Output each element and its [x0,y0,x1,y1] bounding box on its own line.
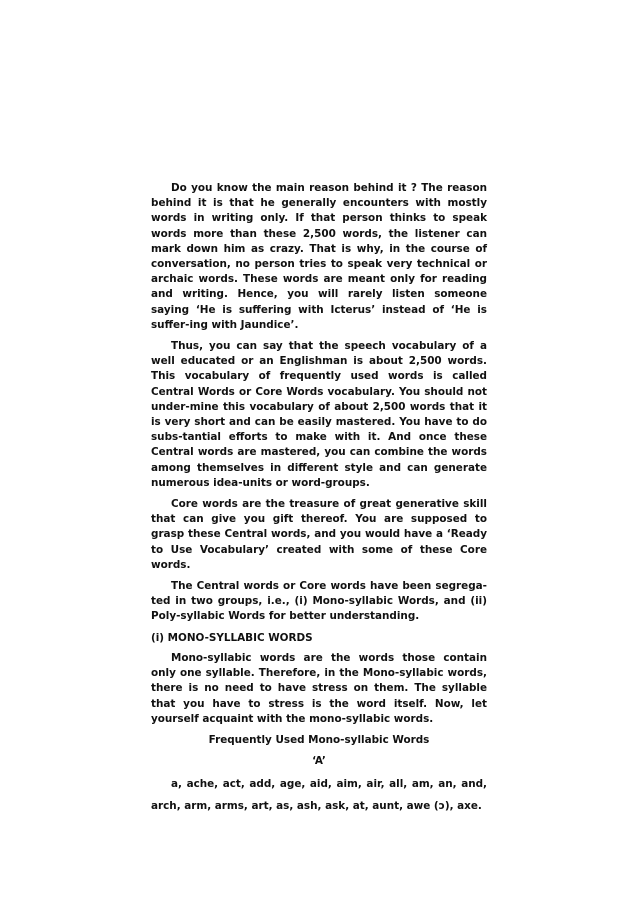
paragraph-4: The Central words or Core words have been segrega-ted in two groups, i.e., (i) Mono-syllabic Words, and (ii) Poly-syllabic Words for better understanding. [151,580,487,623]
section-paragraph: Mono-syllabic words are the words those contain only one syllable. Therefore, in the Mono-syllabic words, there is no need to have stress on them. The syllable that you have to stress is the word itself. Now, let yourself acquaint with the mono-syllabic words. [151,651,487,725]
list-subheading: Frequently Used Mono-syllabic Words [208,733,430,746]
paragraph-1: Do you know the main reason behind it ? The reason behind it is that he generally encounters with mostly words in writing only. If that person thinks to speak words more than these 2,500 words, the listener can mark down him as crazy. That is why, in the course of conversation, no person tries to speak very technical or archaic words. These words are meant only for reading and writing. Hence, you will rarely listen someone saying ‘He is suffering with Icterus’ instead of ‘He is suffer-ing with Jaundice’. [151,182,487,331]
paragraph-3: Core words are the treasure of great generative skill that can give you gift thereof. You are supposed to grasp these Central words, and you would have a ‘Ready to Use Vocabulary’ created with some of these Core words. [151,498,487,571]
word-list: a, ache, act, add, age, aid, aim, air, all, am, an, and, arch, arm, arms, art, as, ash, ask, at, aunt, awe (ɔ), axe. [151,778,487,813]
paragraph-2: Thus, you can say that the speech vocabulary of a well educated or an Englishman is about 2,500 words. This vocabulary of frequently used words is called Central Words or Core Words vocabulary. You should not under-mine this vocabulary of about 2,500 words that it is very short and can be easily mastered. You have to do subs-tantial efforts to make with it. And once these Central words are mastered, you can combine the words among themselves in different style and can generate numerous idea-units or word-groups. [151,340,487,489]
text-column [151,181,487,823]
letter-heading: ‘A’ [312,755,326,768]
section-heading: (i) MONO-SYLLABIC WORDS [151,631,313,644]
